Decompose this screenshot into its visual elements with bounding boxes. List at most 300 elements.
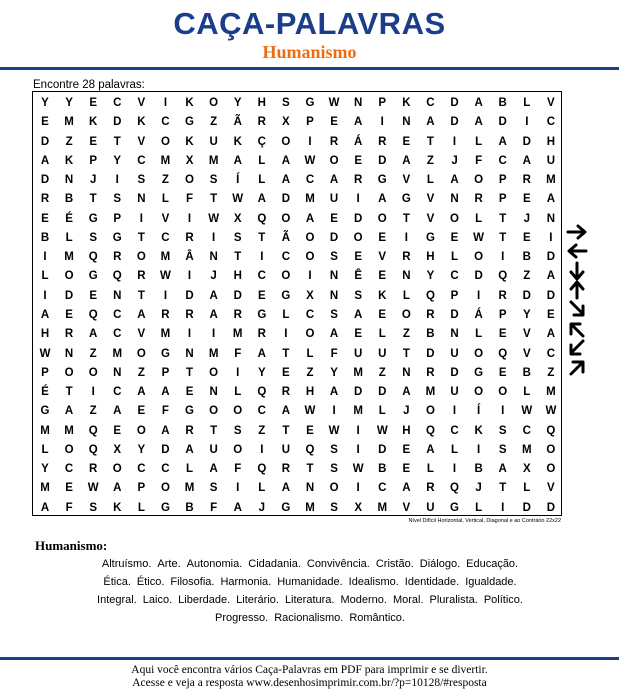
grid-letter[interactable]: Ê — [354, 270, 362, 283]
grid-letter[interactable]: F — [234, 347, 242, 360]
grid-letter[interactable]: C — [546, 116, 556, 129]
grid-letter[interactable]: L — [65, 231, 73, 244]
grid-letter[interactable]: L — [451, 251, 459, 264]
grid-letter[interactable]: P — [161, 366, 170, 379]
grid-letter[interactable]: I — [115, 174, 119, 187]
grid-letter[interactable]: E — [185, 386, 194, 399]
grid-letter[interactable]: O — [136, 251, 146, 264]
grid-letter[interactable]: G — [401, 193, 411, 206]
grid-letter[interactable]: N — [113, 289, 122, 302]
grid-letter[interactable]: Z — [137, 366, 145, 379]
grid-letter[interactable]: V — [137, 97, 146, 109]
grid-letter[interactable]: M — [208, 347, 219, 360]
grid-letter[interactable]: E — [402, 135, 411, 148]
grid-letter[interactable]: O — [160, 135, 170, 148]
grid-letter[interactable]: O — [474, 347, 484, 360]
grid-letter[interactable]: O — [233, 405, 243, 418]
grid-letter[interactable]: Y — [257, 366, 266, 379]
grid-letter[interactable]: K — [185, 97, 194, 109]
grid-letter[interactable]: C — [498, 154, 507, 167]
grid-letter[interactable]: C — [378, 482, 387, 495]
grid-letter[interactable]: C — [113, 328, 122, 341]
grid-letter[interactable]: A — [546, 328, 556, 341]
grid-letter[interactable]: R — [402, 251, 411, 264]
grid-letter[interactable]: V — [402, 501, 411, 514]
grid-letter[interactable]: T — [282, 424, 290, 437]
grid-letter[interactable]: O — [209, 366, 219, 379]
grid-letter[interactable]: C — [281, 251, 291, 264]
grid-letter[interactable]: D — [40, 174, 50, 187]
grid-letter[interactable]: Y — [41, 97, 49, 109]
grid-letter[interactable]: J — [523, 212, 530, 225]
grid-letter[interactable]: A — [474, 116, 483, 129]
grid-letter[interactable]: B — [522, 366, 531, 379]
grid-letter[interactable]: H — [426, 251, 435, 264]
grid-letter[interactable]: I — [332, 405, 336, 418]
grid-letter[interactable]: R — [426, 308, 435, 321]
grid-letter[interactable]: O — [474, 386, 484, 399]
grid-letter[interactable]: I — [163, 97, 168, 109]
grid-letter[interactable]: M — [112, 347, 123, 360]
grid-letter[interactable]: M — [64, 424, 74, 437]
grid-letter[interactable]: I — [187, 270, 192, 283]
grid-letter[interactable]: G — [185, 405, 194, 418]
grid-letter[interactable]: Z — [378, 366, 386, 379]
grid-letter[interactable]: M — [546, 174, 556, 187]
grid-letter[interactable]: P — [498, 308, 507, 321]
grid-letter[interactable]: V — [161, 212, 170, 225]
grid-letter[interactable]: Á — [474, 308, 483, 321]
grid-letter[interactable]: E — [354, 328, 362, 341]
grid-letter[interactable]: E — [41, 212, 49, 225]
grid-letter[interactable]: R — [426, 366, 435, 379]
grid-letter[interactable]: U — [546, 154, 556, 167]
grid-letter[interactable]: L — [258, 154, 266, 167]
grid-letter[interactable]: A — [209, 289, 218, 302]
grid-letter[interactable]: H — [546, 135, 556, 148]
grid-letter[interactable]: K — [402, 97, 411, 109]
grid-letter[interactable]: X — [306, 289, 314, 302]
grid-letter[interactable]: E — [306, 424, 314, 437]
grid-letter[interactable]: N — [209, 251, 218, 264]
grid-letter[interactable]: M — [184, 482, 195, 495]
grid-letter[interactable]: W — [304, 405, 316, 418]
grid-letter[interactable]: A — [185, 443, 194, 456]
grid-letter[interactable]: U — [450, 386, 459, 399]
grid-letter[interactable]: J — [403, 405, 410, 418]
grid-letter[interactable]: Á — [354, 135, 363, 148]
grid-letter[interactable]: C — [161, 116, 170, 129]
grid-letter[interactable]: A — [161, 424, 170, 437]
grid-letter[interactable]: W — [232, 193, 244, 206]
grid-letter[interactable]: C — [113, 97, 122, 109]
grid-letter[interactable]: M — [64, 116, 74, 129]
grid-letter[interactable]: M — [305, 193, 315, 206]
grid-letter[interactable]: F — [65, 501, 73, 514]
grid-letter[interactable]: P — [450, 289, 459, 302]
grid-letter[interactable]: B — [498, 97, 507, 109]
grid-letter[interactable]: E — [257, 289, 266, 302]
grid-letter[interactable]: Q — [88, 443, 98, 456]
grid-letter[interactable]: W — [521, 405, 533, 418]
grid-letter[interactable]: M — [160, 251, 171, 264]
grid-letter[interactable]: A — [257, 193, 266, 206]
grid-letter[interactable]: O — [136, 347, 146, 360]
grid-letter[interactable]: O — [112, 463, 122, 476]
grid-letter[interactable]: O — [329, 482, 339, 495]
grid-letter[interactable]: X — [354, 501, 362, 514]
grid-letter[interactable]: E — [378, 231, 387, 244]
grid-letter[interactable]: Q — [88, 251, 98, 264]
grid-letter[interactable]: L — [378, 328, 386, 341]
grid-letter[interactable]: U — [329, 193, 339, 206]
grid-letter[interactable]: T — [499, 482, 507, 495]
grid-letter[interactable]: S — [209, 482, 218, 495]
grid-letter[interactable]: C — [161, 231, 170, 244]
grid-letter[interactable]: Y — [113, 154, 122, 167]
grid-letter[interactable]: H — [40, 328, 50, 341]
grid-letter[interactable]: I — [260, 443, 264, 456]
grid-letter[interactable]: O — [474, 174, 484, 187]
grid-letter[interactable]: W — [328, 97, 340, 109]
grid-letter[interactable]: M — [377, 501, 388, 514]
grid-letter[interactable]: I — [525, 116, 529, 129]
grid-letter[interactable]: P — [113, 212, 122, 225]
grid-letter[interactable]: L — [402, 289, 410, 302]
grid-letter[interactable]: Y — [233, 97, 242, 109]
grid-letter[interactable]: E — [137, 405, 146, 418]
grid-letter[interactable]: S — [330, 501, 338, 514]
grid-letter[interactable]: R — [498, 289, 507, 302]
grid-letter[interactable]: Ç — [257, 135, 266, 148]
grid-letter[interactable]: W — [473, 231, 485, 244]
grid-letter[interactable]: O — [305, 328, 315, 341]
grid-letter[interactable]: T — [402, 347, 410, 360]
grid-letter[interactable]: E — [65, 482, 73, 495]
grid-letter[interactable]: A — [161, 386, 170, 399]
grid-letter[interactable]: D — [329, 231, 339, 244]
grid-letter[interactable]: I — [501, 251, 505, 264]
grid-letter[interactable]: M — [546, 386, 556, 399]
grid-letter[interactable]: I — [284, 328, 288, 341]
grid-letter[interactable]: X — [113, 443, 122, 456]
grid-letter[interactable]: I — [236, 366, 240, 379]
grid-letter[interactable]: D — [498, 116, 507, 129]
grid-letter[interactable]: O — [305, 231, 315, 244]
grid-letter[interactable]: D — [474, 270, 483, 283]
grid-letter[interactable]: E — [89, 289, 97, 302]
grid-letter[interactable]: O — [498, 386, 508, 399]
grid-letter[interactable]: K — [474, 424, 483, 437]
grid-letter[interactable]: C — [450, 424, 459, 437]
grid-letter[interactable]: M — [522, 443, 532, 456]
grid-letter[interactable]: S — [137, 174, 146, 187]
grid-letter[interactable]: O — [546, 463, 556, 476]
grid-letter[interactable]: L — [426, 174, 434, 187]
grid-letter[interactable]: L — [475, 135, 483, 148]
grid-letter[interactable]: O — [546, 443, 556, 456]
grid-letter[interactable]: N — [402, 116, 411, 129]
grid-letter[interactable]: R — [281, 386, 291, 399]
grid-letter[interactable]: Z — [65, 135, 73, 148]
word-search-grid[interactable] — [32, 91, 562, 516]
grid-letter[interactable]: R — [281, 463, 291, 476]
grid-letter[interactable]: D — [354, 386, 363, 399]
grid-letter[interactable]: R — [113, 251, 122, 264]
grid-letter[interactable]: O — [209, 97, 219, 109]
grid-letter[interactable]: Z — [426, 154, 434, 167]
grid-letter[interactable]: T — [402, 212, 410, 225]
grid-letter[interactable]: D — [450, 97, 459, 109]
grid-letter[interactable]: C — [64, 463, 74, 476]
grid-letter[interactable]: O — [450, 212, 459, 225]
grid-letter[interactable]: L — [41, 443, 49, 456]
grid-letter[interactable]: O — [64, 443, 74, 456]
grid-letter[interactable]: G — [257, 308, 267, 321]
grid-letter[interactable]: P — [306, 116, 314, 129]
grid-letter[interactable]: S — [233, 424, 242, 437]
grid-letter[interactable]: D — [546, 501, 556, 514]
grid-letter[interactable]: Z — [161, 174, 169, 187]
grid-letter[interactable]: A — [40, 154, 50, 167]
grid-letter[interactable]: L — [523, 482, 531, 495]
grid-letter[interactable]: L — [161, 193, 169, 206]
grid-letter[interactable]: E — [89, 97, 97, 109]
grid-letter[interactable]: Q — [425, 424, 435, 437]
grid-letter[interactable]: P — [137, 482, 146, 495]
grid-letter[interactable]: W — [376, 424, 388, 437]
grid-letter[interactable]: E — [65, 308, 73, 321]
grid-letter[interactable]: N — [137, 193, 146, 206]
grid-letter[interactable]: G — [88, 212, 98, 225]
grid-letter[interactable]: Q — [498, 347, 508, 360]
grid-letter[interactable]: Q — [546, 424, 556, 437]
grid-letter[interactable]: A — [402, 482, 411, 495]
grid-letter[interactable]: A — [257, 347, 266, 360]
grid-letter[interactable]: F — [210, 501, 218, 514]
grid-letter[interactable]: W — [352, 463, 364, 476]
grid-letter[interactable]: H — [233, 270, 242, 283]
grid-letter[interactable]: Y — [41, 463, 49, 476]
grid-letter[interactable]: R — [522, 174, 531, 187]
grid-letter[interactable]: C — [137, 154, 146, 167]
grid-letter[interactable]: X — [233, 212, 242, 225]
grid-letter[interactable]: M — [353, 405, 363, 418]
grid-letter[interactable]: S — [282, 97, 290, 109]
grid-letter[interactable]: O — [281, 135, 291, 148]
grid-letter[interactable]: Q — [257, 386, 267, 399]
grid-letter[interactable]: R — [329, 135, 339, 148]
grid-letter[interactable]: L — [475, 212, 483, 225]
grid-letter[interactable]: I — [43, 251, 47, 264]
grid-letter[interactable]: M — [160, 328, 171, 341]
grid-letter[interactable]: E — [330, 212, 338, 225]
grid-letter[interactable]: C — [113, 308, 122, 321]
grid-letter[interactable]: Z — [402, 328, 410, 341]
grid-letter[interactable]: É — [41, 386, 49, 399]
grid-letter[interactable]: N — [329, 270, 339, 283]
grid-letter[interactable]: K — [185, 135, 194, 148]
grid-letter[interactable]: N — [305, 482, 315, 495]
grid-letter[interactable]: Q — [257, 463, 267, 476]
grid-letter[interactable]: C — [137, 463, 146, 476]
grid-letter[interactable]: L — [258, 482, 266, 495]
grid-letter[interactable]: I — [187, 212, 192, 225]
grid-letter[interactable]: N — [64, 174, 74, 187]
grid-letter[interactable]: F — [161, 405, 169, 418]
grid-letter[interactable]: C — [161, 463, 170, 476]
grid-letter[interactable]: E — [498, 366, 507, 379]
grid-letter[interactable]: T — [234, 251, 242, 264]
grid-letter[interactable]: L — [475, 501, 483, 514]
grid-letter[interactable]: D — [378, 154, 387, 167]
grid-letter[interactable]: I — [260, 251, 264, 264]
grid-letter[interactable]: A — [137, 308, 146, 321]
grid-letter[interactable]: E — [498, 328, 507, 341]
grid-letter[interactable]: N — [546, 212, 556, 225]
grid-letter[interactable]: T — [210, 193, 218, 206]
grid-letter[interactable]: U — [450, 347, 459, 360]
grid-letter[interactable]: D — [354, 212, 363, 225]
grid-letter[interactable]: N — [402, 270, 411, 283]
grid-letter[interactable]: I — [91, 386, 95, 399]
grid-letter[interactable]: Q — [88, 308, 98, 321]
grid-letter[interactable]: G — [450, 501, 459, 514]
grid-letter[interactable]: A — [402, 154, 411, 167]
grid-letter[interactable]: G — [425, 231, 435, 244]
grid-letter[interactable]: R — [474, 193, 483, 206]
grid-letter[interactable]: D — [426, 347, 435, 360]
grid-letter[interactable]: N — [113, 366, 122, 379]
grid-letter[interactable]: U — [426, 501, 435, 514]
grid-letter[interactable]: B — [522, 251, 531, 264]
grid-letter[interactable]: I — [452, 135, 457, 148]
grid-letter[interactable]: D — [522, 501, 531, 514]
grid-letter[interactable]: Q — [257, 212, 267, 225]
grid-letter[interactable]: I — [43, 289, 47, 302]
grid-letter[interactable]: J — [451, 154, 458, 167]
grid-letter[interactable]: I — [477, 443, 481, 456]
grid-letter[interactable]: L — [258, 174, 266, 187]
grid-letter[interactable]: Y — [522, 308, 531, 321]
grid-letter[interactable]: O — [329, 154, 339, 167]
grid-letter[interactable]: G — [160, 501, 170, 514]
grid-letter[interactable]: R — [233, 308, 242, 321]
grid-letter[interactable]: M — [160, 154, 171, 167]
grid-letter[interactable]: K — [233, 135, 242, 148]
grid-letter[interactable]: U — [378, 347, 387, 360]
grid-letter[interactable]: D — [64, 289, 74, 302]
grid-letter[interactable]: N — [450, 328, 459, 341]
grid-letter[interactable]: C — [450, 270, 459, 283]
grid-letter[interactable]: A — [546, 270, 556, 283]
grid-letter[interactable]: O — [185, 174, 194, 187]
grid-letter[interactable]: O — [233, 443, 243, 456]
grid-letter[interactable]: M — [208, 154, 219, 167]
grid-letter[interactable]: I — [163, 289, 168, 302]
grid-letter[interactable]: T — [65, 386, 73, 399]
grid-letter[interactable]: R — [137, 270, 146, 283]
grid-letter[interactable]: O — [425, 405, 435, 418]
grid-letter[interactable]: N — [450, 193, 459, 206]
grid-letter[interactable]: N — [354, 97, 363, 109]
grid-letter[interactable]: A — [233, 154, 242, 167]
grid-letter[interactable]: I — [356, 193, 360, 206]
grid-letter[interactable]: Ã — [281, 231, 291, 244]
grid-letter[interactable]: I — [187, 328, 192, 341]
grid-letter[interactable]: E — [402, 443, 411, 456]
grid-letter[interactable]: Q — [450, 482, 459, 495]
grid-letter[interactable]: V — [547, 97, 555, 109]
grid-letter[interactable]: E — [282, 366, 290, 379]
grid-letter[interactable]: C — [305, 308, 315, 321]
grid-letter[interactable]: D — [185, 289, 194, 302]
grid-letter[interactable]: A — [450, 174, 459, 187]
grid-letter[interactable]: O — [160, 482, 170, 495]
grid-letter[interactable]: R — [426, 482, 435, 495]
grid-letter[interactable]: A — [209, 463, 218, 476]
grid-letter[interactable]: W — [328, 424, 340, 437]
grid-letter[interactable]: E — [522, 193, 531, 206]
grid-letter[interactable]: C — [305, 174, 315, 187]
grid-letter[interactable]: W — [87, 482, 99, 495]
grid-letter[interactable]: S — [89, 231, 97, 244]
grid-letter[interactable]: T — [89, 193, 97, 206]
grid-letter[interactable]: B — [185, 501, 194, 514]
grid-letter[interactable]: R — [378, 135, 387, 148]
grid-letter[interactable]: A — [113, 405, 122, 418]
grid-letter[interactable]: M — [64, 251, 74, 264]
grid-letter[interactable]: D — [233, 289, 242, 302]
grid-letter[interactable]: R — [185, 231, 194, 244]
grid-letter[interactable]: O — [353, 231, 363, 244]
grid-letter[interactable]: Z — [547, 366, 555, 379]
grid-letter[interactable]: J — [210, 270, 217, 283]
grid-letter[interactable]: A — [305, 212, 315, 225]
grid-letter[interactable]: Z — [258, 424, 266, 437]
grid-letter[interactable]: S — [113, 193, 122, 206]
grid-letter[interactable]: S — [330, 443, 338, 456]
grid-letter[interactable]: S — [233, 231, 242, 244]
grid-letter[interactable]: K — [89, 116, 98, 129]
grid-letter[interactable]: E — [522, 231, 531, 244]
grid-letter[interactable]: A — [378, 193, 387, 206]
grid-letter[interactable]: L — [523, 386, 531, 399]
grid-letter[interactable]: I — [212, 328, 216, 341]
grid-letter[interactable]: Y — [137, 443, 146, 456]
grid-letter[interactable]: W — [39, 347, 51, 360]
grid-letter[interactable]: C — [257, 405, 266, 418]
grid-letter[interactable]: Z — [89, 405, 97, 418]
grid-letter[interactable]: B — [40, 231, 50, 244]
grid-letter[interactable]: Q — [112, 270, 122, 283]
grid-letter[interactable]: I — [356, 443, 360, 456]
grid-letter[interactable]: P — [498, 193, 507, 206]
grid-letter[interactable]: D — [40, 135, 50, 148]
grid-letter[interactable]: A — [64, 405, 74, 418]
grid-letter[interactable]: B — [426, 328, 435, 341]
grid-letter[interactable]: O — [401, 308, 411, 321]
grid-letter[interactable]: N — [209, 386, 218, 399]
grid-letter[interactable]: D — [161, 443, 170, 456]
grid-letter[interactable]: G — [281, 289, 291, 302]
grid-letter[interactable]: R — [64, 328, 74, 341]
grid-letter[interactable]: L — [234, 386, 242, 399]
grid-letter[interactable]: G — [474, 366, 484, 379]
grid-letter[interactable]: O — [281, 212, 291, 225]
grid-letter[interactable]: A — [329, 386, 339, 399]
grid-letter[interactable]: T — [186, 366, 194, 379]
